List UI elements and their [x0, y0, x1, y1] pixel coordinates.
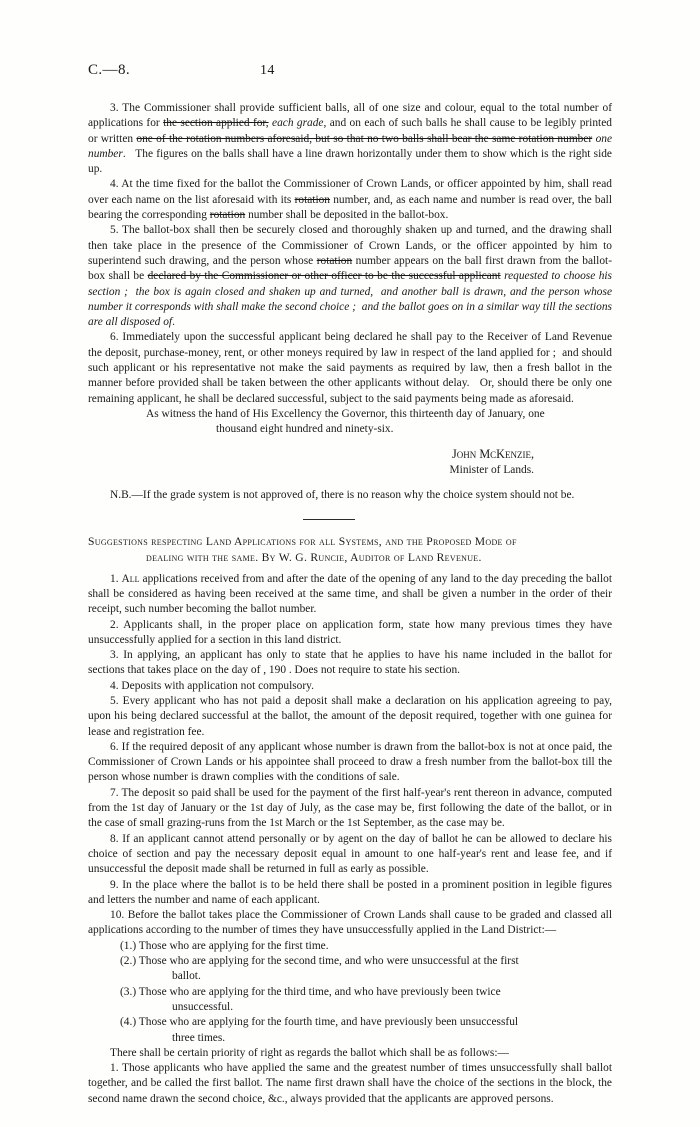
item-number: 3.	[110, 649, 119, 662]
clause-paragraph-4: 4. At the time fixed for the ballot the Commissioner of Crown Lands, or officer appointed by him, shall read over each name on the list aforesaid with its rotation number, and, as each name and number is read over, the ball bearing the corresponding rotation number shall be deposited in the ballot-box.	[88, 178, 612, 222]
class-text-cont: three times.	[172, 1031, 226, 1044]
class-item-2	[88, 954, 612, 985]
suggestion-item-9	[88, 878, 612, 909]
class-item-4	[88, 1015, 612, 1046]
witness-line-2: thousand eight hundred and ninety-six.	[216, 423, 394, 436]
clause-number: 6.	[110, 331, 119, 344]
priority-item-1	[88, 1061, 612, 1107]
item-text: If the required deposit of any applicant whose number is drawn from the ballot-box is not at once paid, the Commissioner of Crown Lands or his appointee shall proceed to draw a fresh number from the ballot-box till the person whose number is drawn complies with the conditions of sale.	[88, 740, 612, 784]
class-item-1	[88, 939, 612, 954]
class-text: Those who are applying for the third time, and who have previously been twice	[138, 985, 501, 998]
class-sublist	[88, 939, 612, 1046]
nb-label: N.B.—	[110, 489, 143, 502]
class-text: Those who are applying for the first time.	[138, 939, 329, 952]
horizontal-divider	[303, 519, 355, 520]
suggestion-item-5	[88, 694, 612, 740]
item-number: 8.	[110, 832, 119, 845]
clause-paragraph-5: 5. The ballot-box shall then be securely closed and thoroughly shaken up and turned, and the drawing shall then take place in the presence of the Commissioner of Crown Lands, or the officer appointed by him to superintend such drawing, and the person whose rotation number appears on the ball first drawn from the ballot-box shall be declared by the Commissioner or other officer to be the successful applicant requested to choose his section ; the box is again closed and shaken up and turned, and another ball is drawn, and the person whose number it corresponds with shall make the second choice ; and the ballot goes on in a similar way till the sections are all disposed of.	[88, 224, 612, 329]
class-text-cont: unsuccessful.	[172, 1000, 234, 1013]
item-number: 5.	[110, 694, 119, 707]
item-number: 7.	[110, 786, 119, 799]
suggestion-item-4	[88, 679, 612, 694]
suggestion-item-1	[88, 572, 612, 618]
item-number: 1.	[110, 572, 119, 585]
struck-text: rotation	[316, 254, 353, 267]
struck-text: declared by the Commissioner or other officer to be the successful applicant	[147, 270, 501, 283]
page-number: 14	[260, 63, 275, 78]
item-number: 10.	[110, 909, 125, 922]
item-number: 1.	[110, 1062, 119, 1075]
numbered-clauses	[88, 101, 612, 407]
page-header	[88, 62, 612, 79]
item-number: 2.	[110, 618, 119, 631]
clause-paragraph-3: 3. The Commissioner shall provide sufficient balls, all of one size and colour, equal to the total number of applications for the section applied for, each grade, and on each of such balls he shall cause to be legibly printed or written one of the rotation numbers aforesaid, but so that no two balls shall bear the same rotation number one number. The figures on the balls shall have a line drawn horizontally under them to show which is the right side up.	[88, 102, 613, 176]
suggestion-item-7	[88, 786, 612, 832]
item-text: Every applicant who has not paid a deposit shall make a declaration on his application agreeing to pay, upon his being declared successful at the ballot, the amount of the deposit required, together with one guinea for lease and registration fee.	[88, 694, 612, 738]
item-number: 4.	[110, 679, 119, 692]
clause-number: 3.	[110, 102, 119, 114]
item-number: 6.	[110, 740, 119, 753]
class-text: Those who are applying for the second time, and who were unsuccessful at the first	[138, 955, 519, 968]
struck-text: rotation	[209, 209, 246, 222]
class-number: (3.)	[120, 985, 137, 998]
nb-text: If the grade system is not approved of, there is no reason why the choice system should not be.	[142, 489, 575, 502]
item-text: In applying, an applicant has only to state that he applies to have his name included in the ballot for sections that takes place on the day of , 190 . Does not require to state his section.	[88, 649, 612, 677]
witness-line-1: As witness the hand of His Excellency the Governor, this thirteenth day of January, one	[146, 407, 545, 420]
class-text: Those who are applying for the fourth time, and have previously been unsuccessful	[138, 1016, 519, 1029]
item-text: The deposit so paid shall be used for the payment of the first half-year's rent thereon in advance, computed from the 1st day of January or the 1st day of July, as the case may be, first following the date of the ballot, or in the case of small grazing-runs from the 1st March or the 1st September, as the case may be.	[88, 786, 612, 830]
nota-bene	[88, 488, 612, 503]
class-text-cont: ballot.	[172, 970, 201, 983]
suggestions-list	[88, 572, 612, 939]
suggestion-item-8	[88, 832, 612, 878]
class-number: (1.)	[120, 939, 137, 952]
suggestion-item-2	[88, 618, 612, 649]
section-heading	[88, 534, 612, 565]
priority-intro: There shall be certain priority of right as regards the ballot which shall be as follows:—	[110, 1046, 509, 1059]
signature-block	[88, 447, 612, 479]
item-text: In the place where the ballot is to be held there shall be posted in a prominent position in legible figures and letters the number and name of each applicant.	[88, 878, 612, 906]
class-item-3	[88, 985, 612, 1016]
suggestion-item-3	[88, 648, 612, 679]
class-number: (4.)	[120, 1016, 137, 1029]
struck-text: rotation	[294, 193, 331, 206]
signatory-role: Minister of Lands.	[449, 463, 534, 476]
inserted-text: requested to choose his section ; the box is again closed and shaken up and turned, and another ball is drawn, and the person whose number it corresponds with shall make the second choice ; and the ballot goes on in a similar way till the sections are all disposed of	[88, 270, 612, 329]
item-text: Deposits with application not compulsory.	[121, 679, 314, 692]
struck-text: one of the rotation numbers aforesaid, but so that no two balls shall bear the same rotation number	[136, 132, 593, 145]
page-text-block	[88, 62, 612, 1107]
struck-text: the section applied for,	[163, 117, 269, 130]
item-lead-word: All	[121, 572, 140, 585]
section-heading-line-1: Suggestions respecting Land Applications for all Systems, and the Proposed Mode of	[88, 535, 517, 549]
clause-number: 5.	[110, 224, 119, 237]
clause-paragraph-6: 6. Immediately upon the successful applicant being declared he shall pay to the Receiver of Land Revenue the deposit, purchase-money, rent, or other moneys required by law in respect of the land applied for ; and should such applicant or his representative not make the said payments as required by law, then a fresh ballot in the manner before provided shall be taken between the other applicants without delay. Or, should there be only one remaining applicant, he shall be declared successful, subject to the said payments being made as aforesaid.	[88, 331, 612, 405]
item-text: applications received from and after the date of the opening of any land to the day preceding the ballot shall be considered as having been received at the same time, and shall be given a number in the order of their receipt, such number becoming the ballot number.	[88, 572, 612, 616]
class-number: (2.)	[120, 955, 137, 968]
suggestion-item-6	[88, 740, 612, 786]
item-text: Before the ballot takes place the Commissioner of Crown Lands shall cause to be graded and classed all applications according to the number of times they have unsuccessfully applied in the Land District:—	[88, 909, 612, 937]
item-number: 9.	[110, 878, 119, 891]
inserted-text: one number	[88, 132, 613, 160]
document-signature-code: C.—8.	[88, 62, 131, 78]
item-text: Those applicants who have applied the same and the greatest number of times unsuccessfully shall ballot together, and be called the first ballot. The name first drawn shall have the choice of the sections in the block, the second name drawn the second choice, &c., always provided that the applicants are approved persons.	[88, 1062, 612, 1105]
item-text: If an applicant cannot attend personally or by agent on the day of ballot he can be allowed to declare his choice of section and pay the necessary deposit equal in amount to one half-year's rent and lease fee, and if unsuccessful the deposit made shall be returned in full as early as possible.	[88, 832, 612, 876]
clause-number: 4.	[110, 178, 119, 191]
section-heading-line-2: dealing with the same. By W. G. Runcie, Auditor of Land Revenue.	[146, 551, 482, 565]
signatory-name: John McKenzie,	[452, 446, 534, 461]
suggestion-item-10	[88, 908, 612, 939]
item-text: Applicants shall, in the proper place on application form, state how many previous times they have unsuccessfully applied for a section in this land district.	[88, 618, 612, 646]
inserted-text: each grade	[272, 117, 324, 130]
